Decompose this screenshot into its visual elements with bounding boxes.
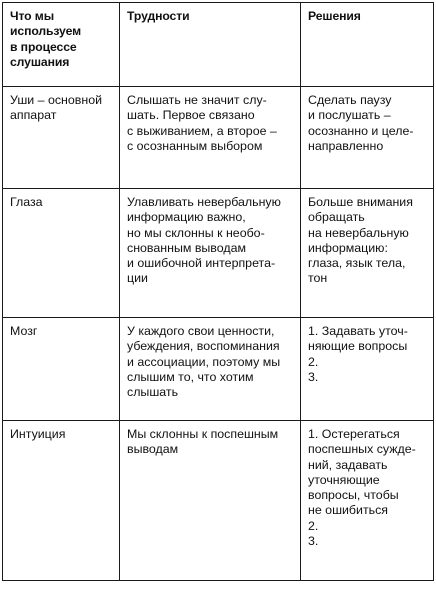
table-header-row (3, 3, 434, 87)
cell-tool: Уши – основной аппарат (3, 87, 120, 189)
cell-tool: Интуиция (3, 421, 120, 581)
cell-solution: 1. Остерегаться поспешных сужде- ний, задавать уточняющие вопросы, чтобы не ошибиться 2. 3. (301, 421, 434, 581)
table-row (3, 87, 434, 189)
table-row (3, 189, 434, 318)
listening-table (2, 2, 434, 581)
cell-difficulty: Слышать не значит слу- шать. Первое связано с выживанием, а второе – с осознанным выбором (120, 87, 301, 189)
cell-solution: Сделать паузу и послушать – осознанно и целе- направленно (301, 87, 434, 189)
table-row (3, 421, 434, 581)
cell-solution: 1. Задавать уточ- няющие вопросы 2. 3. (301, 318, 434, 421)
header-what-we-use: Что мы используем в процессе слушания (3, 3, 120, 87)
cell-difficulty: Улавливать невербальную информацию важно, но мы склонны к необо- снованным выводам и ошибочной интерпрета- ции (120, 189, 301, 318)
header-difficulties: Трудности (120, 3, 301, 87)
cell-solution: Больше внимания обращать на невербальную информацию: глаза, язык тела, тон (301, 189, 434, 318)
cell-tool: Глаза (3, 189, 120, 318)
cell-difficulty: Мы склонны к поспешным выводам (120, 421, 301, 581)
table-row (3, 318, 434, 421)
cell-difficulty: У каждого свои ценности, убеждения, воспоминания и ассоциации, поэтому мы слышим то, что хотим слышать (120, 318, 301, 421)
cell-tool: Мозг (3, 318, 120, 421)
header-solutions: Решения (301, 3, 434, 87)
